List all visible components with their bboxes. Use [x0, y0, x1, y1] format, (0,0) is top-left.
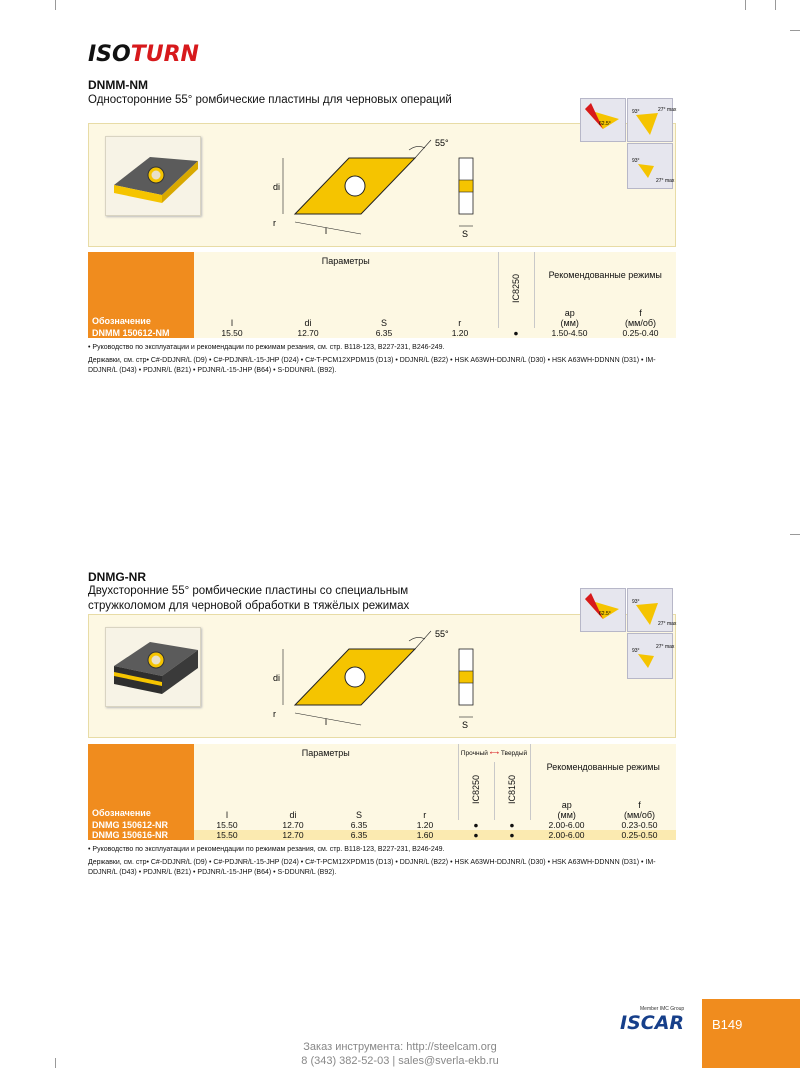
isoturn-logo: ISOTURN — [88, 42, 199, 67]
designation-header: Обозначение — [88, 252, 194, 328]
row-grade: ● — [498, 328, 534, 338]
col-s: S — [346, 298, 422, 328]
svg-text:93°: 93° — [632, 599, 640, 605]
section-2-note-holders: Державки, см. стр• C#-DDJNR/L (D9) • C#-PDJNR/L-15-JHP (D24) • C#-T-PCM12XPDM15 (D13) • DDJNR/L (B22) • HSK A63WH-DDJNR/L (D30) • HSK A63WH-DDNNN (D31) • IM-DDJNR/L (D43) • PDJNR/L (B21) • PDJNR/L-15-JHP (B64) • S-DDUNR/L (B92). — [88, 859, 656, 876]
section-1-turning-icon-a — [580, 98, 626, 142]
table-row — [88, 328, 676, 338]
col-r: r — [422, 298, 498, 328]
footer-order-line: Заказ инструмента: http://steelcam.org — [303, 1041, 497, 1053]
col-r: r — [392, 790, 458, 820]
row-code: DNMG 150612-NR — [88, 820, 194, 830]
insert-photo-graphic — [106, 137, 202, 217]
row-code: DNMG 150616-NR — [88, 830, 194, 840]
col-ap: ap (мм) — [530, 790, 603, 820]
section-2-insert-drawing — [269, 621, 489, 731]
l-label: l — [325, 717, 327, 727]
row-r: 1.20 — [422, 328, 498, 338]
crop-mark — [790, 30, 800, 31]
row-grade: ● — [494, 830, 530, 840]
row-s: 6.35 — [326, 820, 392, 830]
insert-photo — [105, 627, 201, 707]
section-1-description: Односторонние 55° ромбические пластины для черновых операций — [88, 94, 452, 106]
row-f: 0.25-0.50 — [603, 830, 676, 840]
row-f: 0.25-0.40 — [605, 328, 676, 338]
row-grade: ● — [494, 820, 530, 830]
r-label: r — [273, 709, 276, 719]
row-ap: 2.00-6.00 — [530, 820, 603, 830]
crop-mark — [55, 0, 56, 10]
iscar-logo: ISCAR — [620, 1012, 685, 1034]
row-s: 6.35 — [346, 328, 422, 338]
crop-mark — [775, 0, 776, 10]
section-2-description: Двухсторонние 55° ромбические пластины со специальным стружколомом для черновой обработки в тяжёлых режимах — [88, 585, 410, 612]
row-code: DNMM 150612-NM — [88, 328, 194, 338]
di-label: di — [273, 673, 281, 683]
di-label: di — [273, 182, 281, 192]
svg-text:27° max: 27° max — [656, 178, 675, 184]
rec-header: Рекомендованные режимы — [530, 744, 676, 790]
col-di: di — [260, 790, 326, 820]
rec-header: Рекомендованные режимы — [534, 252, 676, 298]
svg-text:62.5°: 62.5° — [599, 611, 611, 617]
row-grade: ● — [458, 820, 494, 830]
s-label: S — [462, 229, 469, 239]
designation-header: Обозначение — [88, 744, 194, 820]
section-2-facing-icon — [627, 633, 673, 679]
col-f: f (мм/об) — [605, 298, 676, 328]
col-di: di — [270, 298, 346, 328]
col-f: f (мм/об) — [603, 790, 676, 820]
svg-text:93°: 93° — [632, 648, 640, 654]
row-di: 12.70 — [270, 328, 346, 338]
grade-header: IC8250 — [498, 252, 534, 328]
params-header: Параметры — [194, 252, 498, 298]
section-1-turning-icon-b — [627, 98, 677, 142]
section-2-spec-table — [88, 744, 676, 840]
section-2-note-guide: • Руководство по эксплуатации и рекомендации по режимам резания, см. стр. B118-123, B227-231, B246-249. — [88, 846, 445, 853]
svg-text:27° max: 27° max — [658, 621, 677, 627]
svg-text:93°: 93° — [632, 158, 640, 164]
crop-mark — [745, 0, 746, 10]
col-l: l — [194, 298, 270, 328]
row-di: 12.70 — [260, 820, 326, 830]
section-2-turning-icon-b — [627, 588, 677, 632]
row-di: 12.70 — [260, 830, 326, 840]
l-label: l — [325, 226, 327, 236]
hardness-scale: Прочный ⟷ Твердый — [458, 744, 530, 762]
col-s: S — [326, 790, 392, 820]
section-1-spec-table — [88, 252, 676, 338]
grade-header-2: IC8150 — [494, 762, 530, 820]
col-l: l — [194, 790, 260, 820]
table-row — [88, 830, 676, 840]
insert-photo — [105, 136, 201, 216]
section-2-turning-icon-a — [580, 588, 626, 632]
table-row — [88, 820, 676, 830]
row-grade: ● — [458, 830, 494, 840]
member-imc-label: Member IMC Group — [640, 1006, 685, 1012]
footer-contact-line: 8 (343) 382-52-03 | sales@sverla-ekb.ru — [301, 1055, 499, 1067]
row-f: 0.23-0.50 — [603, 820, 676, 830]
section-2-code: DNMG-NR — [88, 570, 146, 584]
s-label: S — [462, 720, 469, 730]
svg-text:27° max: 27° max — [656, 644, 675, 650]
svg-text:93°: 93° — [632, 109, 640, 115]
row-r: 1.20 — [392, 820, 458, 830]
section-1-insert-drawing — [269, 130, 489, 240]
row-r: 1.60 — [392, 830, 458, 840]
row-l: 15.50 — [194, 328, 270, 338]
angle-label: 55° — [435, 138, 449, 148]
page-number: B149 — [712, 1017, 743, 1032]
row-ap: 1.50-4.50 — [534, 328, 605, 338]
row-l: 15.50 — [194, 820, 260, 830]
angle-label: 55° — [435, 629, 449, 639]
section-1-note-guide: • Руководство по эксплуатации и рекомендации по режимам резания, см. стр. B118-123, B227-231, B246-249. — [88, 344, 445, 351]
section-1-code: DNMM-NM — [88, 78, 148, 92]
insert-photo-graphic — [106, 628, 202, 708]
r-label: r — [273, 218, 276, 228]
row-ap: 2.00-6.00 — [530, 830, 603, 840]
row-s: 6.35 — [326, 830, 392, 840]
row-l: 15.50 — [194, 830, 260, 840]
section-1-facing-icon — [627, 143, 673, 189]
crop-mark — [790, 534, 800, 535]
svg-text:62.5°: 62.5° — [599, 121, 611, 127]
svg-text:27° max: 27° max — [658, 107, 677, 113]
col-ap: ap (мм) — [534, 298, 605, 328]
params-header: Параметры — [194, 744, 458, 790]
section-1-note-holders: Державки, см. стр• C#-DDJNR/L (D9) • C#-PDJNR/L-15-JHP (D24) • C#-T-PCM12XPDM15 (D13) • DDJNR/L (B22) • HSK A63WH-DDJNR/L (D30) • HSK A63WH-DDNNN (D31) • IM-DDJNR/L (D43) • PDJNR/L (B21) • PDJNR/L-15-JHP (B64) • S-DDUNR/L (B92). — [88, 357, 656, 374]
grade-header-1: IC8250 — [458, 762, 494, 820]
